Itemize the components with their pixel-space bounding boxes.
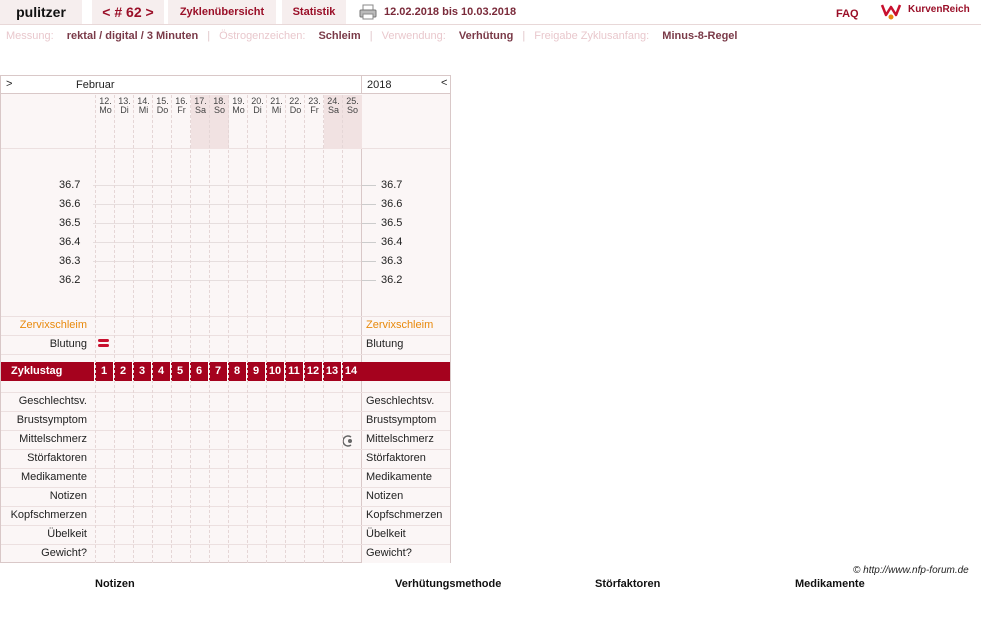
bleeding-mark-icon[interactable] — [98, 339, 109, 342]
temp-label-right: 36.4 — [381, 236, 403, 248]
cycle-day-number[interactable]: 11 — [284, 362, 303, 381]
day-date: 15. — [156, 96, 169, 106]
day-column-line — [209, 95, 210, 563]
faq-link[interactable]: FAQ — [836, 8, 859, 20]
cycle-day-number[interactable]: 13 — [322, 362, 341, 381]
temp-tick — [362, 204, 376, 205]
day-column-line — [171, 95, 172, 563]
footer-contraception-heading: Verhütungsmethode — [395, 578, 502, 590]
day-column-line — [247, 95, 248, 563]
footer-disruptors-heading: Störfaktoren — [595, 578, 661, 590]
day-column-header[interactable] — [191, 95, 210, 149]
temp-label-left: 36.6 — [59, 198, 81, 210]
estrogen-label: Östrogenzeichen: — [219, 30, 306, 42]
cycle-day-number[interactable]: 7 — [208, 362, 227, 381]
row-label-nausea: Übelkeit — [47, 528, 87, 540]
row-label-intercourse: Geschlechtsv. — [18, 395, 87, 407]
release-label: Freigabe Zyklusanfang: — [534, 30, 650, 42]
day-column-header[interactable] — [210, 95, 229, 149]
logo-text[interactable]: KurvenReich — [908, 4, 970, 15]
cycle-chart-grid — [0, 75, 451, 563]
month-label: Februar — [76, 79, 115, 91]
day-date: 20. — [251, 96, 264, 106]
row-label-weight: Gewicht? — [41, 547, 87, 559]
row-label-medication-right: Medikamente — [366, 471, 433, 483]
row-label-breast-right: Brustsymptom — [366, 414, 437, 426]
day-column-line — [323, 95, 324, 563]
kurvenreich-logo-icon[interactable] — [880, 1, 902, 21]
temp-label-right: 36.3 — [381, 255, 403, 267]
day-column-header[interactable] — [134, 95, 153, 149]
day-date: 12. — [99, 96, 112, 106]
date-range: 12.02.2018 bis 10.03.2018 — [384, 6, 517, 18]
day-column-line — [266, 95, 267, 563]
temp-tick — [362, 261, 376, 262]
year-label: 2018 — [367, 79, 392, 91]
temp-label-right: 36.5 — [381, 217, 403, 229]
day-column-header[interactable] — [305, 95, 324, 149]
day-column-line — [285, 95, 286, 563]
day-column-line — [342, 95, 343, 563]
cycle-day-number[interactable]: 9 — [246, 362, 265, 381]
day-column-line — [133, 95, 134, 563]
cycle-day-number[interactable]: 5 — [170, 362, 189, 381]
row-label-disruptors-right: Störfaktoren — [366, 452, 426, 464]
usage-label: Verwendung: — [381, 30, 446, 42]
bleeding-row-label-right: Blutung — [366, 338, 404, 350]
day-column-header[interactable] — [172, 95, 191, 149]
day-column-line — [95, 95, 96, 563]
temp-label-left: 36.4 — [59, 236, 81, 248]
day-weekday: So — [346, 105, 358, 115]
temp-label-right: 36.7 — [381, 179, 403, 191]
day-weekday: Di — [253, 105, 262, 115]
nav-next-button[interactable]: < — [441, 77, 448, 89]
day-date: 16. — [175, 96, 188, 106]
divider: | — [522, 30, 526, 42]
day-column-header[interactable] — [267, 95, 286, 149]
day-column-header[interactable] — [343, 95, 362, 149]
chart-header — [1, 76, 450, 94]
temp-tick — [362, 242, 376, 243]
divider — [1, 354, 450, 355]
row-label-breast: Brustsymptom — [16, 414, 87, 426]
release-value: Minus-8-Regel — [662, 30, 738, 42]
temp-label-left: 36.7 — [59, 179, 81, 191]
cervix-row-label-right: Zervixschleim — [366, 319, 434, 331]
day-weekday: Mi — [271, 105, 282, 115]
day-weekday: Sa — [194, 105, 206, 115]
day-column-line — [152, 95, 153, 563]
cycle-day-number[interactable]: 12 — [303, 362, 322, 381]
estrogen-value: Schleim — [318, 30, 361, 42]
day-weekday: Mo — [232, 105, 245, 115]
copyright-text: © http://www.nfp-forum.de — [853, 565, 969, 576]
day-column-header[interactable] — [153, 95, 172, 149]
day-weekday: Sa — [327, 105, 339, 115]
day-column-line — [304, 95, 305, 563]
row-label-headache: Kopfschmerzen — [10, 509, 87, 521]
temp-tick — [362, 280, 376, 281]
usage-value: Verhütung — [458, 30, 514, 42]
day-date: 21. — [270, 96, 283, 106]
day-column-header[interactable] — [248, 95, 267, 149]
cycle-day-number[interactable]: 10 — [265, 362, 284, 381]
cycle-day-number[interactable]: 2 — [113, 362, 132, 381]
measure-value: rektal / digital / 3 Minuten — [66, 30, 199, 42]
divider: | — [369, 30, 373, 42]
divider: | — [207, 30, 211, 42]
temp-label-right: 36.2 — [381, 274, 403, 286]
day-column-header[interactable] — [324, 95, 343, 149]
brand-username[interactable]: pulitzer — [0, 0, 82, 24]
settings-info-row — [6, 30, 737, 42]
row-label-mittelschmerz-right: Mittelschmerz — [366, 433, 434, 445]
row-label-medication: Medikamente — [20, 471, 87, 483]
day-weekday: So — [213, 105, 225, 115]
bleeding-mark-icon[interactable] — [98, 344, 109, 347]
day-weekday: Fr — [177, 105, 186, 115]
temp-label-left: 36.2 — [59, 274, 81, 286]
day-column-header[interactable] — [229, 95, 248, 149]
day-date: 25. — [346, 96, 359, 106]
cycle-day-number[interactable]: 3 — [132, 362, 151, 381]
row-label-mittelschmerz: Mittelschmerz — [19, 433, 87, 445]
nav-prev-button[interactable]: > — [6, 78, 13, 90]
day-weekday: Di — [120, 105, 129, 115]
day-column-line — [228, 95, 229, 563]
cycle-day-label: Zyklustag — [11, 365, 63, 377]
cycle-day-number[interactable]: 1 — [94, 362, 113, 381]
row-label-notes-right: Notizen — [366, 490, 404, 502]
cervix-row-label: Zervixschleim — [19, 319, 87, 331]
temp-label-left: 36.3 — [59, 255, 81, 267]
temp-label-right: 36.6 — [381, 198, 403, 210]
printer-icon[interactable] — [359, 4, 377, 20]
day-date: 22. — [289, 96, 302, 106]
top-bar — [0, 0, 981, 25]
day-date: 17. — [194, 96, 207, 106]
row-label-intercourse-right: Geschlechtsv. — [366, 395, 435, 407]
cycle-day-number[interactable]: 4 — [151, 362, 170, 381]
temp-tick — [362, 185, 376, 186]
day-weekday: Mi — [138, 105, 149, 115]
year-box — [361, 76, 450, 94]
footer-medication-heading: Medikamente — [795, 578, 865, 590]
mittelschmerz-icon[interactable] — [343, 435, 355, 447]
day-date: 23. — [308, 96, 321, 106]
day-column-line — [114, 95, 115, 563]
day-column-header[interactable] — [286, 95, 305, 149]
day-date: 19. — [232, 96, 245, 106]
statistics-tab[interactable]: Statistik — [282, 0, 346, 24]
cycle-day-number[interactable]: 6 — [189, 362, 208, 381]
day-column-header[interactable] — [115, 95, 134, 149]
row-label-headache-right: Kopfschmerzen — [366, 509, 443, 521]
day-column-line — [190, 95, 191, 563]
day-date: 24. — [327, 96, 340, 106]
day-date: 14. — [137, 96, 150, 106]
row-label-weight-right: Gewicht? — [366, 547, 412, 559]
cycle-selector[interactable]: < # 62 > — [92, 0, 164, 24]
row-label-nausea-right: Übelkeit — [366, 528, 406, 540]
measure-label: Messung: — [6, 30, 54, 42]
temp-tick — [362, 223, 376, 224]
day-weekday: Mo — [99, 105, 112, 115]
row-label-disruptors: Störfaktoren — [27, 452, 87, 464]
bleeding-row-label: Blutung — [49, 338, 87, 350]
cycle-overview-tab[interactable]: Zyklenübersicht — [168, 0, 276, 24]
footer-notes-heading: Notizen — [95, 578, 135, 590]
cycle-day-number[interactable]: 14 — [341, 362, 360, 381]
cycle-day-number[interactable]: 8 — [227, 362, 246, 381]
day-weekday: Do — [156, 105, 169, 115]
day-date: 13. — [118, 96, 131, 106]
day-column-header[interactable] — [96, 95, 115, 149]
day-weekday: Do — [289, 105, 302, 115]
temp-label-left: 36.5 — [59, 217, 81, 229]
cycle-day-bar — [1, 362, 450, 381]
row-label-notes: Notizen — [49, 490, 87, 502]
day-date: 18. — [213, 96, 226, 106]
day-weekday: Fr — [310, 105, 319, 115]
